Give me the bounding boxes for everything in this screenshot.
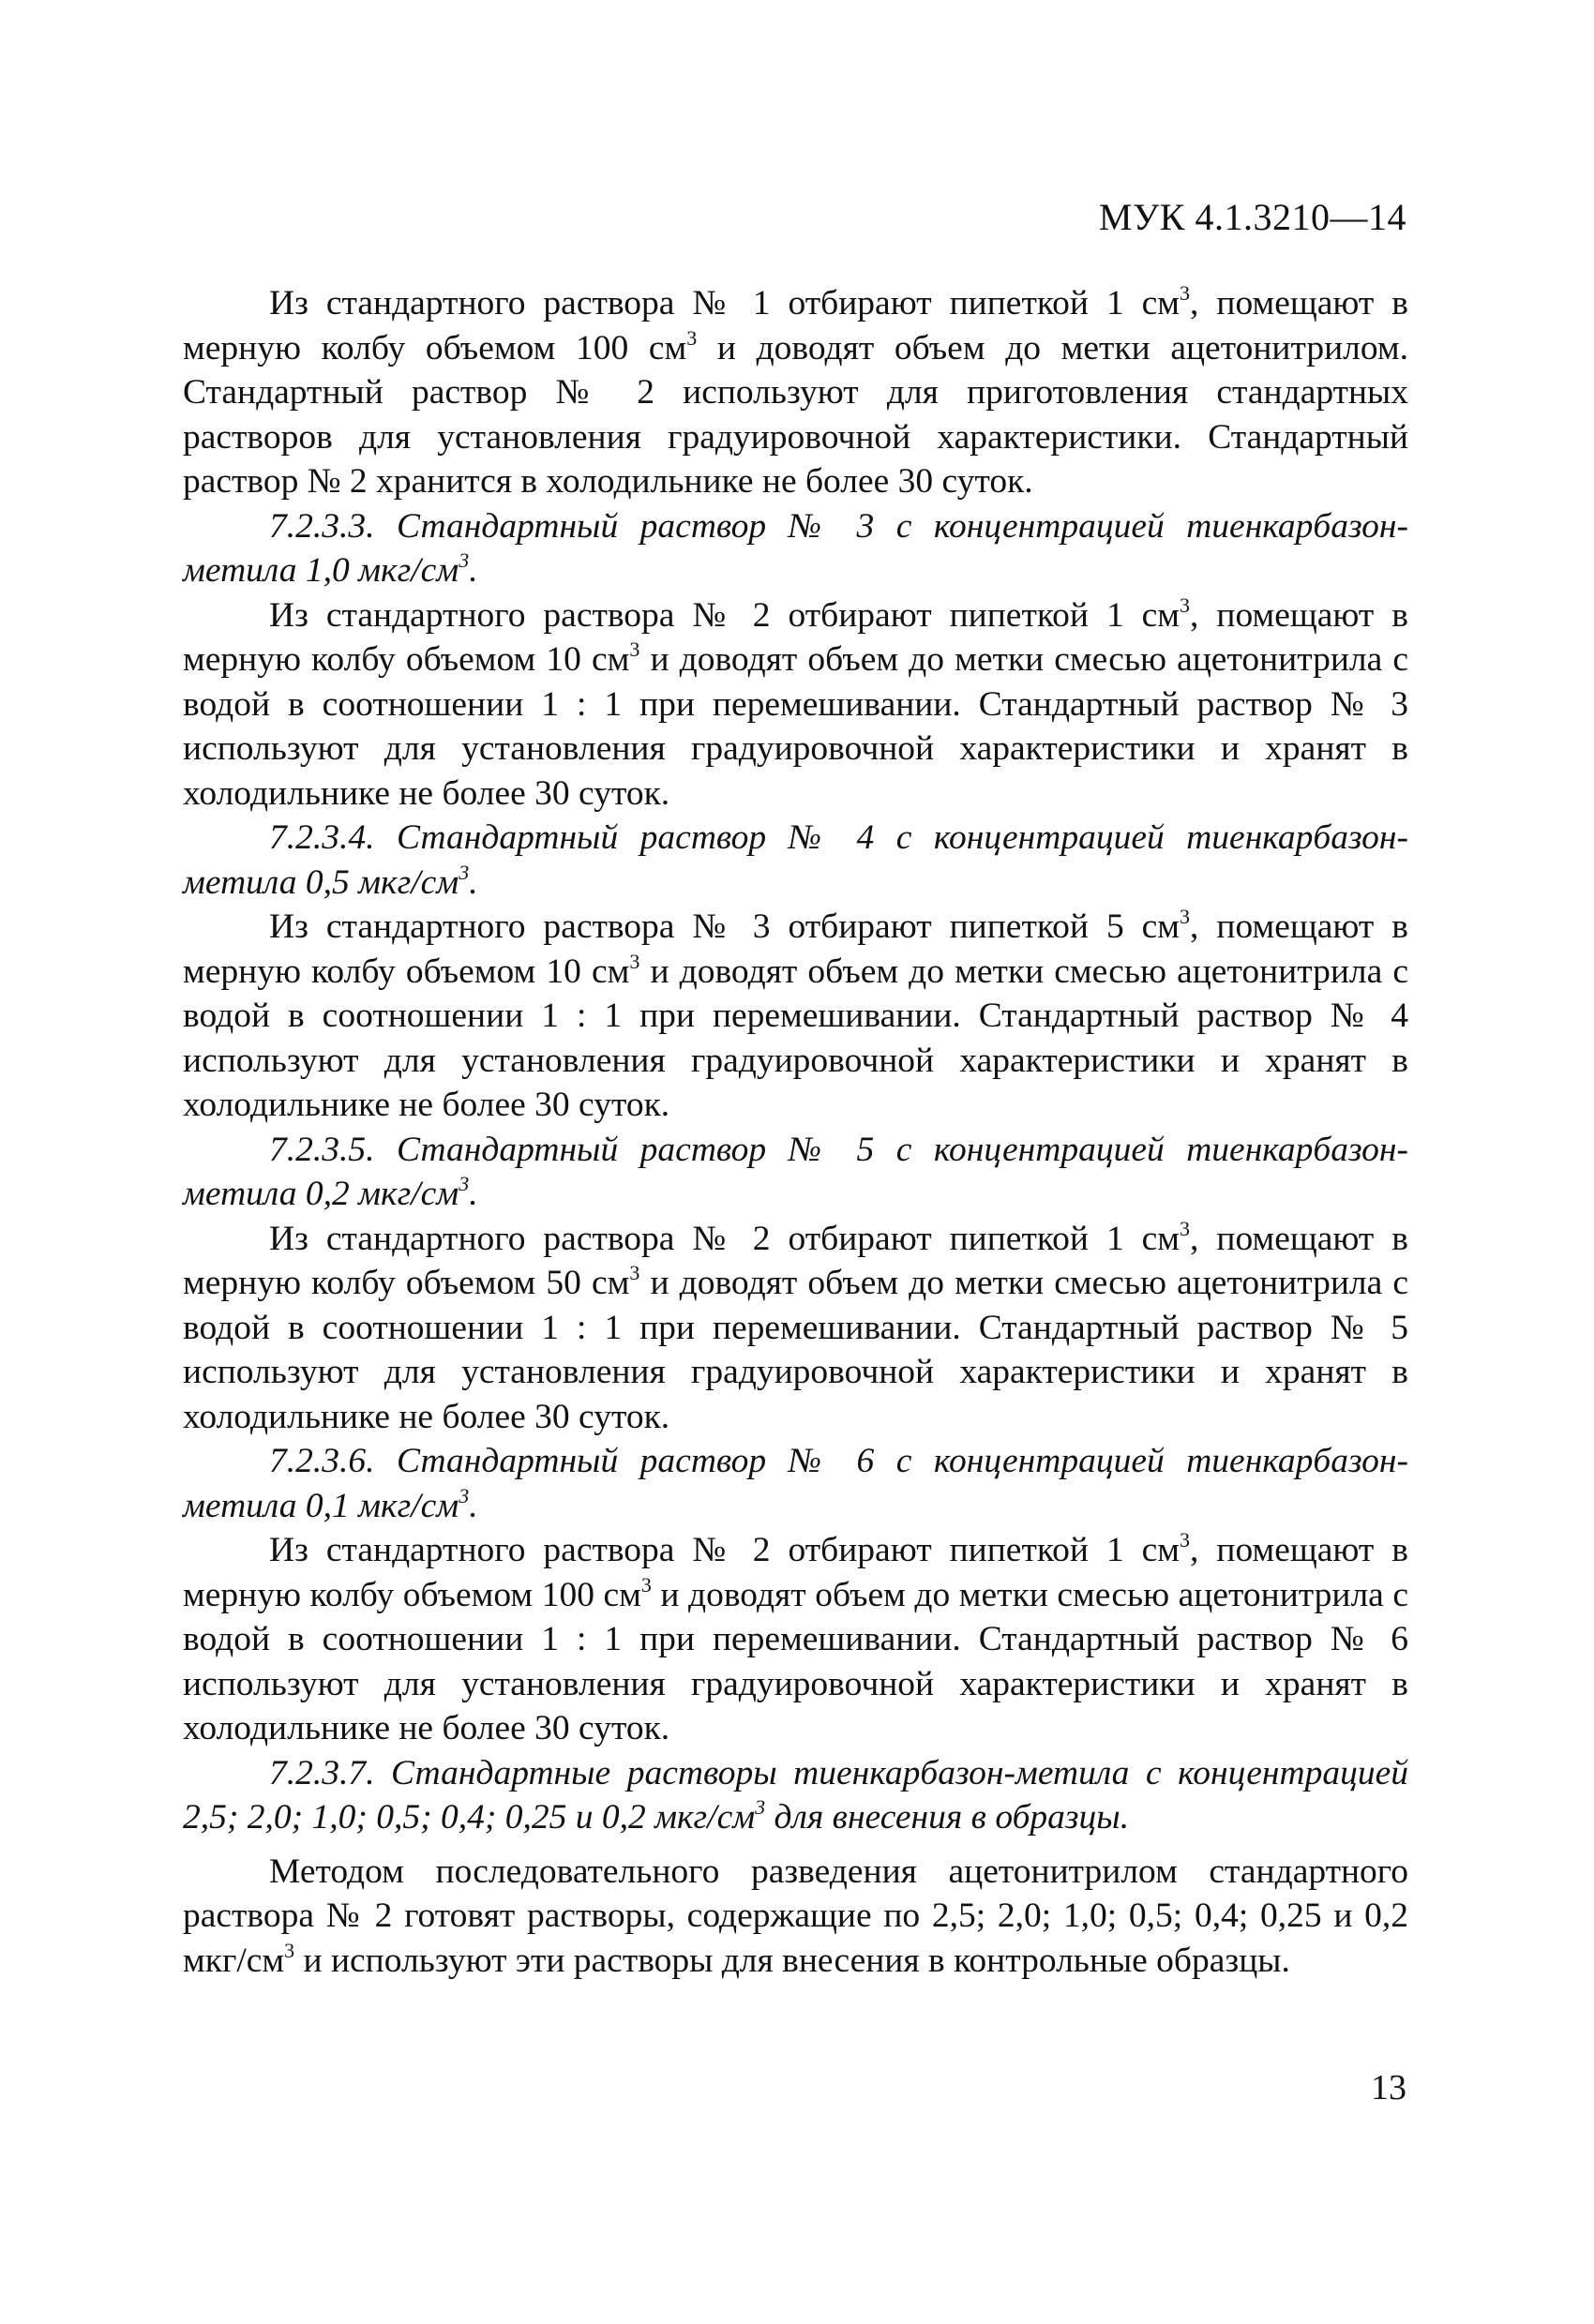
section-heading: 7.2.3.7. Стандартные растворы тиенкарбазон-метила с концентрацией 2,5; 2,0; 1,0; 0,5; 0,4; 0,25 и 0,2 мкг/$см^3$ для внесения в образцы. <box>183 1753 1408 1837</box>
paragraph: Из стандартного раствора № 2 отбирают пипеткой 1 $см^3$, помещают в мерную колбу объемом 10 $см^3$ и доводят объем до метки смесью ацетонитрила с водой в соотношении 1 : 1 при перемешивании. Стандартный раствор № 3 используют для установления градуировочной характеристики и хранят в холодильнике не более 30 суток. <box>183 592 1409 813</box>
section-heading: 7.2.3.3. Стандартный раствор № 3 с концентрацией тиенкарбазон-метила 1,0 мкг/$см^3$. <box>183 506 1408 590</box>
page-number: 13 <box>1371 2068 1406 2107</box>
paragraph: Из стандартного раствора № 2 отбирают пипеткой 1 $см^3$, помещают в мерную колбу объемом 50 $см^3$ и доводят объем до метки смесью ацетонитрила с водой в соотношении 1 : 1 при перемешивании. Стандартный раствор № 5 используют для установления градуировочной характеристики и хранят в холодильнике не более 30 суток. <box>183 1216 1409 1436</box>
paragraph: Методом последовательного разведения ацетонитрилом стандартного раствора № 2 готовят растворы, содержащие по 2,5; 2,0; 1,0; 0,5; 0,4; 0,25 и 0,2 мкг/$см^3$ и используют эти растворы для внесения в контрольные образцы. <box>183 1852 1408 1980</box>
paragraph: Из стандартного раствора № 1 отбирают пипеткой 1 $см^3$, помещают в мерную колбу объемом 100 $см^3$ и доводят объем до метки ацетонитрилом. Стандартный раствор № 2 используют для приготовления стандартных растворов для установления градуировочной характеристики. Стандартный раствор № 2 хранится в холодильнике не более 30 суток. <box>183 281 1408 501</box>
body-text <box>183 281 1408 1983</box>
document-code: МУК 4.1.3210—14 <box>1098 196 1406 238</box>
paragraph: Из стандартного раствора № 2 отбирают пипеткой 1 $см^3$, помещают в мерную колбу объемом 100 $см^3$ и доводят объем до метки смесью ацетонитрила с водой в соотношении 1 : 1 при перемешивании. Стандартный раствор № 6 используют для установления градуировочной характеристики и хранят в холодильнике не более 30 суток. <box>183 1528 1409 1747</box>
paragraph: Из стандартного раствора № 3 отбирают пипеткой 5 $см^3$, помещают в мерную колбу объемом 10 $см^3$ и доводят объем до метки смесью ацетонитрила с водой в соотношении 1 : 1 при перемешивании. Стандартный раствор № 4 используют для установления градуировочной характеристики и хранят в холодильнике не более 30 суток. <box>183 905 1409 1124</box>
section-heading: 7.2.3.5. Стандартный раствор № 5 с концентрацией тиенкарбазон-метила 0,2 мкг/$см^3$. <box>183 1130 1408 1213</box>
section-heading: 7.2.3.4. Стандартный раствор № 4 с концентрацией тиенкарбазон-метила 0,5 мкг/$см^3$. <box>183 818 1408 902</box>
section-heading: 7.2.3.6. Стандартный раствор № 6 с концентрацией тиенкарбазон-метила 0,1 мкг/$см^3$. <box>183 1442 1408 1525</box>
